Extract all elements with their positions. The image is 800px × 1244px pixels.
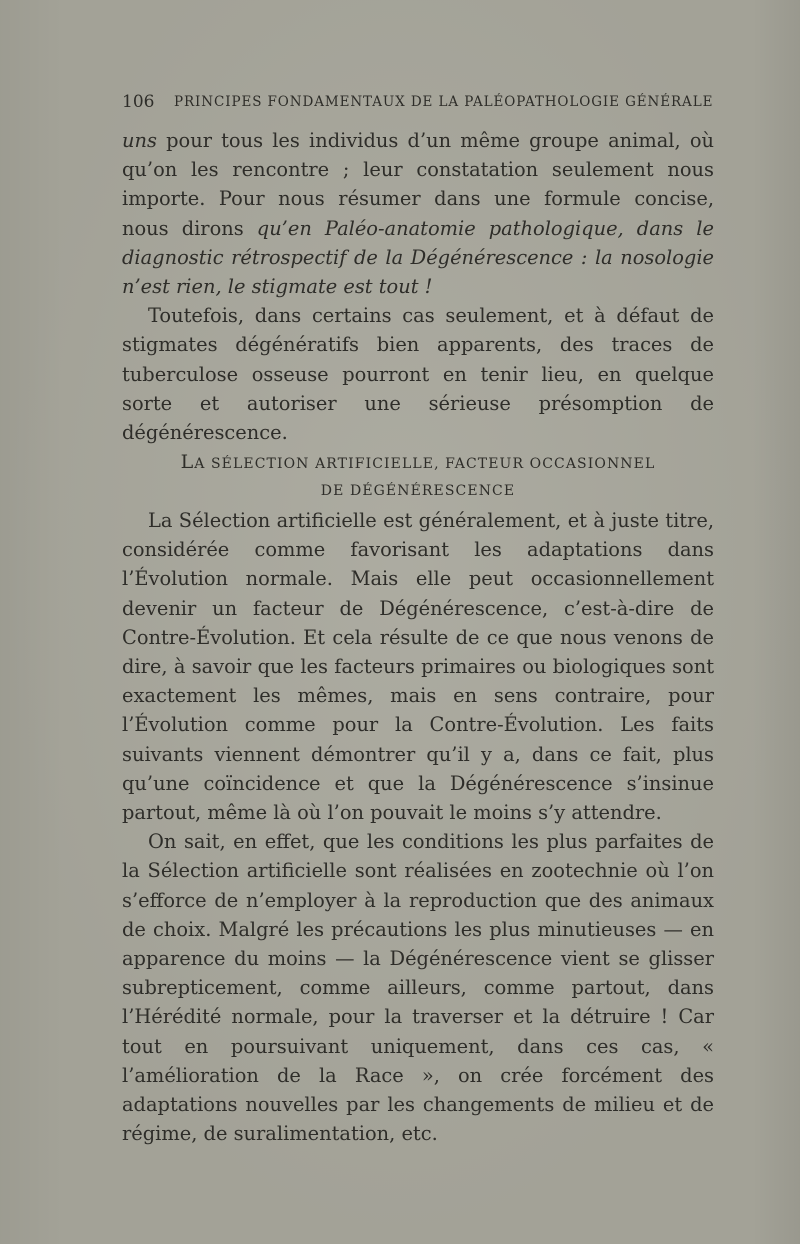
- paragraph-text: pour tous les individus d’un même groupe animal, où qu’on les rencontre ; leur constatation seulement nous importe. Pour nous résumer dans une formule concise, nous dirons: [122, 129, 714, 240]
- section-heading-rest: A SÉLECTION ARTIFICIELLE, FACTEUR OCCASIONNEL: [194, 456, 656, 472]
- section-heading-line1: [122, 449, 714, 478]
- paragraph-selection: La Sélection artificielle est généralement, et à juste titre, considérée comme favorisant les adaptations dans l’Évolution normale. Mais elle peut occasionnellement devenir un facteur de Dégénérescence, c’est-à-dire de Contre-Évolution. Et cela résulte de ce que nous venons de dire, à savoir que les facteurs primaires ou biologiques sont exactement les mêmes, mais en sens contraire, pour l’Évolution comme pour la Contre-Évolution. Les faits suivants viennent démontrer qu’il y a, dans ce fait, plus qu’une coïncidence et que la Dégénérescence s’insinue partout, même là où l’on pouvait le moins s’y attendre.: [122, 509, 714, 825]
- body-text-lower: [122, 506, 714, 1148]
- paragraph-continuation: [122, 126, 714, 301]
- italic-word: uns: [122, 129, 157, 152]
- section-heading-line2: DE DÉGÉNÉRESCENCE: [320, 483, 516, 499]
- italic-quote: qu’en Paléo-anatomie pathologique, dans le diagnostic rétrospectif de la Dégénérescence : la nosologie n’est rien, le stigmate est tout !: [122, 216, 714, 299]
- paragraph-toutefois: Toutefois, dans certains cas seulement, et à défaut de stigmates dégénératifs bien apparents, des traces de tuberculose osseuse pourront en tenir lieu, en quelque sorte et autoriser une sérieuse présomption de dégénérescence.: [122, 304, 714, 445]
- section-heading-initial: L: [180, 451, 195, 473]
- page-number: 106: [122, 92, 155, 112]
- paragraph-on-sait: On sait, en effet, que les conditions les plus parfaites de la Sélection artificielle sont réalisées en zootechnie où l’on s’efforce de n’employer à la reproduction que des animaux de choix. Malgré les précautions les plus minutieuses — en apparence du moins — la Dégénérescence vient se glisser subrepticement, comme ailleurs, comme partout, dans l’Hérédité normale, pour la traverser et la détruire ! Car tout en poursuivant uniquement, dans ces cas, « l’amélioration de la Race », on crée forcément des adaptations nouvelles par les changements de milieu et de régime, de suralimentation, etc.: [122, 830, 714, 1146]
- running-title: PRINCIPES FONDAMENTAUX DE LA PALÉOPATHOLOGIE GÉNÉRALE: [174, 94, 714, 110]
- body-text-upper: [122, 126, 714, 447]
- page-header: [122, 92, 712, 114]
- section-heading: [122, 449, 714, 505]
